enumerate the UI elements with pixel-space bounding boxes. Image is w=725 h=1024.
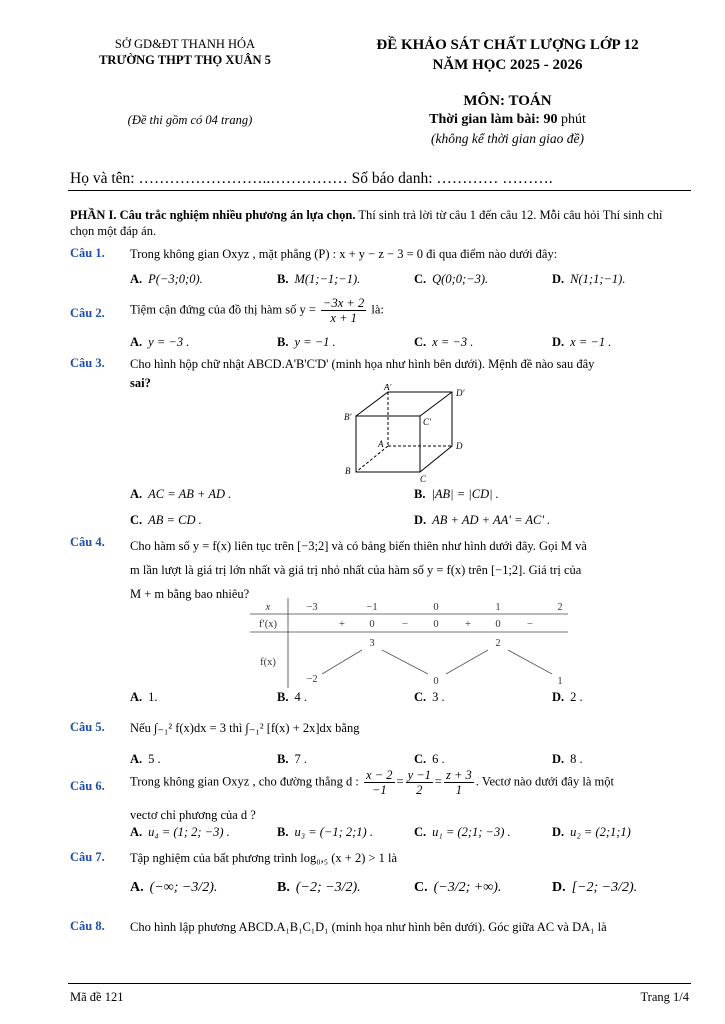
q6-option-d[interactable]: D. u₂ = (2;1;1) <box>552 825 631 839</box>
question-6-text-line2: vectơ chỉ phương của d ? <box>130 808 256 822</box>
table-fp-label: f′(x) <box>258 619 278 630</box>
table-fp-value: 0 <box>433 619 439 630</box>
header-left <box>70 36 300 68</box>
table-fp-value: − <box>527 619 533 630</box>
q2-option-c[interactable]: C. x = −3 . <box>414 335 474 349</box>
table-f-value: 0 <box>433 676 439 687</box>
exam-title: ĐỀ KHẢO SÁT CHẤT LƯỢNG LỚP 12 <box>376 37 639 53</box>
table-f-value: −2 <box>306 674 318 685</box>
table-fp-value: − <box>402 619 408 630</box>
question-3-number: Câu 3. <box>70 356 105 370</box>
q4-option-b[interactable]: B. 4 . <box>277 690 307 704</box>
q3-option-d[interactable]: D. AB + AD + AA' = AC' . <box>414 513 551 527</box>
footer-divider <box>68 983 691 984</box>
time-unit: phút <box>560 112 586 127</box>
q1-option-c[interactable]: C. Q(0;0;−3). <box>414 272 489 286</box>
q6-option-b[interactable]: B. u₃ = (−1; 2;1) . <box>277 825 373 839</box>
vertex-label: C <box>420 474 427 484</box>
q5-option-a[interactable]: A. 5 . <box>130 752 161 766</box>
q7-option-d[interactable]: D. [−2; −3/2). <box>552 880 638 895</box>
vertex-label: D' <box>456 388 465 398</box>
table-fp-value: 0 <box>495 619 501 630</box>
table-fp-value: + <box>465 619 471 630</box>
question-6-number: Câu 6. <box>70 779 105 793</box>
vertex-label: B' <box>344 412 352 422</box>
question-5-number: Câu 5. <box>70 720 105 734</box>
table-fp-value: + <box>339 619 345 630</box>
q3-option-a[interactable]: A. AC = AB + AD . <box>130 487 232 501</box>
header-divider <box>68 190 691 191</box>
table-x-value: −3 <box>306 602 318 613</box>
question-5-text: Nếu ∫₋₁² f(x)dx = 3 thì ∫₋₁² [f(x) + 2x]dx bằng <box>130 721 360 735</box>
part1-title: PHẦN I. Câu trắc nghiệm nhiều phương án lựa chọn. <box>70 208 356 222</box>
candidate-line <box>70 170 553 188</box>
subject: MÔN: TOÁN <box>463 93 552 109</box>
question-1-text: Trong không gian Oxyz , mặt phẳng (P) : x + y − z − 3 = 0 đi qua điểm nào dưới đây: <box>130 247 558 261</box>
q7-option-c[interactable]: C. (−3/2; +∞). <box>414 880 502 895</box>
vertex-label: D <box>456 441 463 451</box>
time-value: 90 <box>543 112 558 127</box>
header-right <box>330 35 685 75</box>
candidate-id-field: Số báo danh: ………… ………. <box>351 170 553 187</box>
cuboid-figure <box>340 384 475 484</box>
q2-option-b[interactable]: B. y = −1 . <box>277 335 336 349</box>
exam-code: Mã đề 121 <box>70 990 124 1004</box>
question-1-number: Câu 1. <box>70 246 105 260</box>
vertex-label: C' <box>423 417 431 427</box>
department-name: SỞ GD&ĐT THANH HÓA <box>114 37 256 51</box>
question-3-text: Cho hình hộp chữ nhật ABCD.A'B'C'D' (minh họa như hình bên dưới). Mệnh đề nào sau đây sai? <box>130 357 595 390</box>
q5-option-b[interactable]: B. 7 . <box>277 752 307 766</box>
part1-desc: Thí sinh trả lời từ câu 1 đến câu 12. Mỗi câu hỏi Thí sinh chỉ chọn một đáp án. <box>70 208 663 238</box>
question-7-text: Tập nghiệm của bất phương trình log₀,₅ (x + 2) > 1 là <box>130 851 398 865</box>
table-f-label: f(x) <box>260 657 276 668</box>
pages-note: (Đề thi gồm có 04 trang) <box>127 113 253 127</box>
table-f-value: 1 <box>557 676 563 687</box>
exam-time <box>330 112 685 128</box>
q4-option-c[interactable]: C. 3 . <box>414 690 445 704</box>
table-fp-value: 0 <box>369 619 375 630</box>
vertex-label: B <box>345 466 351 476</box>
q1-option-d[interactable]: D. N(1;1;−1). <box>552 272 626 286</box>
school-year: NĂM HỌC 2025 - 2026 <box>432 57 583 73</box>
variation-table <box>250 598 570 688</box>
time-label: Thời gian làm bài: <box>429 112 540 127</box>
q7-option-b[interactable]: B. (−2; −3/2). <box>277 880 361 895</box>
time-note: (không kể thời gian giao đề) <box>430 131 585 146</box>
table-x-value: −1 <box>366 602 378 613</box>
table-x-value: 1 <box>495 602 501 613</box>
school-name: TRƯỜNG THPT THỌ XUÂN 5 <box>99 53 271 67</box>
question-6-text: Trong không gian Oxyz , cho đường thẳng d : $\frac{x - 2}{-1}$ = $\frac{y -1}{2}$ = $\frac{z + 3}{1}$ . Vectơ nào dưới đây là một <box>130 768 614 797</box>
part1-intro <box>70 207 689 239</box>
table-x-value: 0 <box>433 602 439 613</box>
q2-option-a[interactable]: A. y = −3 . <box>130 335 190 349</box>
question-7-number: Câu 7. <box>70 850 105 864</box>
vertex-label: A' <box>384 384 392 392</box>
table-x-label: x <box>265 602 271 613</box>
q6-option-a[interactable]: A. u₄ = (1; 2; −3) . <box>130 825 230 839</box>
candidate-name-field: Họ và tên: ……………………..…………… <box>70 170 348 187</box>
q5-option-d[interactable]: D. 8 . <box>552 752 583 766</box>
question-2-number: Câu 2. <box>70 306 105 320</box>
page-number: Trang 1/4 <box>640 990 689 1004</box>
q6-option-c[interactable]: C. u₁ = (2;1; −3) . <box>414 825 511 839</box>
q2-fraction: $\frac{-3x + 2}{x + 1}$ <box>323 296 365 325</box>
q5-option-c[interactable]: C. 6 . <box>414 752 445 766</box>
question-8-number: Câu 8. <box>70 919 105 933</box>
question-8-text: Cho hình lập phương ABCD.A₁B₁C₁D₁ (minh họa như hình bên dưới). Góc giữa AC và DA₁ là <box>130 920 607 934</box>
question-4-text: Cho hàm số y = f(x) liên tục trên [−3;2] và có bảng biến thiên như hình dưới đây. Gọi M và m lần lượt là giá trị lớn nhất và giá trị nhỏ nhất của hàm số y = f(x) trên [−1;2]. Giá trị của M + m bằng bao nhiêu? <box>130 539 587 601</box>
q2-option-d[interactable]: D. x = −1 . <box>552 335 612 349</box>
q1-option-a[interactable]: A. P(−3;0;0). <box>130 272 203 286</box>
q3-option-c[interactable]: C. AB = CD . <box>130 513 202 527</box>
question-2-text: Tiệm cận đứng của đồ thị hàm số y = $\frac{-3x + 2}{x + 1}$ là: <box>130 296 384 325</box>
table-x-value: 2 <box>557 602 563 613</box>
table-f-value: 2 <box>495 638 501 649</box>
question-4-number: Câu 4. <box>70 535 105 549</box>
q4-option-a[interactable]: A. 1. <box>130 690 158 704</box>
table-f-value: 3 <box>369 638 375 649</box>
q7-option-a[interactable]: A. (−∞; −3/2). <box>130 880 218 895</box>
q4-option-d[interactable]: D. 2 . <box>552 690 583 704</box>
q1-option-b[interactable]: B. M(1;−1;−1). <box>277 272 361 286</box>
vertex-label: A <box>378 439 384 449</box>
q3-option-b[interactable]: B. |AB| = |CD| . <box>414 487 499 501</box>
